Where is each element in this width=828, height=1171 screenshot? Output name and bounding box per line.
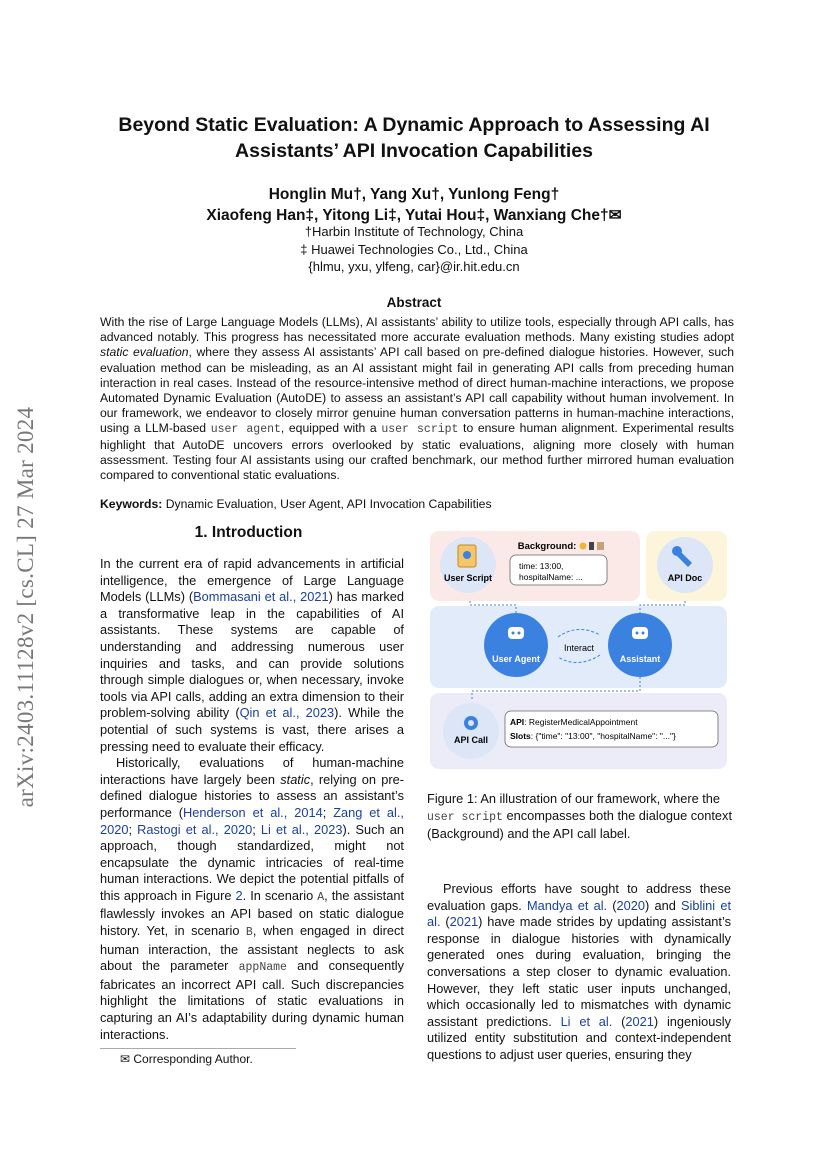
text: Previous efforts have sought to address these evaluation gaps. [427,881,731,913]
text: ). While the potential of such systems is vast, there arises a pressing need to evaluate their efficacy. [100,705,405,754]
abstract-text: With the rise of Large Language Models (LLMs), AI assistants’ ability to utilize tools, especially through API calls, has advanced notably. This progress has necessitated more accurate evaluation methods. Many existing studies adopt [100,315,734,345]
text: ) and [645,897,681,913]
assistant-label: Assistant [619,654,661,664]
interact-label: Interact [563,643,595,653]
text: ; [252,821,261,837]
code: user script [427,810,503,824]
assistant-circle [608,613,672,677]
figure-1 [430,531,727,769]
author-emails: {hlmu, yxu, ylfeng, car}@ir.hit.edu.cn [308,259,520,274]
text: . In scenario [242,887,318,903]
citation-link[interactable]: Li et al., 2023 [260,821,343,837]
citation-link[interactable]: Bommasani et al., 2021 [193,589,329,605]
emphasis: static [280,771,311,787]
abstract-emphasis: static evaluation [100,345,189,360]
gear-icon [464,716,478,730]
keywords-value: Dynamic Evaluation, User Agent, API Invocation Capabilities [165,497,492,511]
abstract-text: to ensure human alignment. Experimental results highlight that AutoDE uncovers errors overlooked by static evaluations, aligning more closely with human assessment. Testing four AI assistants using our crafted benchmark, our method further mirrored human evaluation compared to conventional static evaluations. [100,421,734,483]
title-line-1: Beyond Static Evaluation: A Dynamic Approach to Assessing AI [118,114,710,136]
text: , the assistant flawlessly invokes an API based on static dialogue history. Yet, in scenario [100,887,405,939]
citation-link[interactable]: Qin et al., 2023 [239,705,335,721]
text: ) have made strides by updating assistant’s response in dialogue histories with dynamically generated ones during evaluation, bringing the conversations a step closer to dynamic evaluation. However, they left static user inputs unchanged, which occasionally led to mismatches with dynamic assistant predictions. [427,914,731,1029]
text: Figure 1: An illustration of our framework, where the [427,791,721,806]
text: ). Such an approach, though standardized, might not encapsulate the dynamic intricacies of real-time human interactions. We depict the potential pitfalls of this approach in Figure [100,821,404,903]
slots-label: Slots [510,731,531,741]
text: ( [612,1013,626,1029]
intro-paragraph-1 [100,556,404,755]
citation-link[interactable]: Rastogi et al., 2020 [137,821,253,837]
text: encompasses both the dialogue context (Background) and the API call label. [427,807,732,842]
code: appName [238,961,287,975]
text: ; [322,804,334,820]
text: , relying on pre-defined dialogue histories to assess an assistant’s performance ( [100,771,405,820]
left-column [100,556,404,1043]
text: Historically, evaluations of human-machine interactions have largely been [100,755,404,787]
code: A [317,890,325,904]
authors-line-1: Honglin Mu†, Yang Xu†, Yunlong Feng† [268,186,560,203]
bubble-line-2: hospitalName: ... [519,572,583,582]
robot-icon [632,627,648,639]
keywords-label: Keywords: [100,497,163,511]
text: ( [607,897,617,913]
authors-line-2: Xiaofeng Han‡, Yitong Li‡, Yutai Hou‡, Wanxiang Che†✉ [206,207,622,224]
text: and consequently fabricates an incorrect API call. Such discrepancies highlight the limitations of static evaluations in capturing an AI’s adaptability during dynamic human interactions. [100,958,404,1042]
abstract-text: , equipped with a [280,421,382,436]
user-agent-label: User Agent [492,654,540,664]
title-line-2: Assistants’ API Invocation Capabilities [235,140,593,162]
citation-link[interactable]: 2021 [625,1013,654,1029]
affiliation-1: †Harbin Institute of Technology, China [304,224,524,239]
affiliations [90,223,738,276]
api-name-label: API [510,717,525,727]
paper-title [90,112,738,164]
citation-link[interactable]: 2021 [449,914,479,930]
user-agent-circle [484,613,548,677]
abstract-text: , where they assess AI assistants’ API call based on pre-defined dialogue histories. However, such evaluation method can be misleading, as an AI assistant might fail in generating API calls from preceding human interaction in real cases. Instead of the resource-intensive method of direct human-machine interactions, we propose Automated Dynamic Evaluation (AutoDE) to assess an assistant’s API call capability without human involvement. In our framework, we endeavor to closely mirror genuine human conversation patterns in human-machine interactions, using a LLM-based [100,345,734,436]
footnote-rule [100,1048,296,1049]
api-call-label: API Call [453,735,489,745]
background-label: Background: [517,541,577,552]
right-column [427,881,731,1064]
scroll-icon [458,545,476,567]
code: B [245,926,253,940]
abstract-heading: Abstract [386,295,442,310]
intro-paragraph-2 [100,755,404,1043]
text: In the current era of rapid advancements in artificial intelligence, the emergence of Large Language Models (LLMs) ( [100,556,404,605]
api-doc-circle [657,537,713,593]
figure-ref-link[interactable]: 2 [235,887,243,903]
api-name-value: : RegisterMedicalAppointment [524,717,638,727]
affiliation-2: ‡ Huawei Technologies Co., Ltd., China [300,241,528,257]
arxiv-stamp: arXiv:2403.11128v2 [cs.CL] 27 Mar 2024 [13,406,38,808]
abstract-code: user agent [210,423,281,437]
user-script-label: User Script [443,573,493,583]
api-call-circle [443,703,499,759]
figure-1-caption [427,791,733,843]
author-list [90,184,738,226]
citation-link[interactable]: Siblini et al. [427,897,731,930]
abstract-code: user script [381,423,459,437]
slots-value: : {"time": "13:00", "hospitalName": "..."} [530,731,676,741]
api-name-line [510,717,638,727]
text: ; [128,821,138,837]
robot-icon [508,627,524,639]
text: ( [440,914,450,930]
footnote: ✉ Corresponding Author. [120,1052,253,1066]
keywords [100,497,734,511]
citation-link[interactable]: Mandya et al. [527,897,608,913]
text: ) ingeniously utilized entity substitution and context-independent questions to adjust user queries, ensuring they [427,1013,731,1062]
citation-link[interactable]: 2020 [616,897,646,913]
slots-line [510,731,676,741]
section-heading-introduction: 1. Introduction [194,524,303,541]
text: , when engaged in direct human interaction, the assistant neglects to ask about the parameter [100,923,404,974]
citation-link[interactable]: Li et al. [560,1013,613,1029]
citation-link[interactable]: Henderson et al., 2014 [183,804,323,820]
citation-link[interactable]: Zang et al., 2020 [100,804,404,837]
text: ) has marked a transformative leap in the capabilities of AI assistants. These systems are capable of understanding and addressing numerous user inquiries and tasks, and can provide solutions through simple dialogues or, when necessary, invoke tools via API calls, adding an extra dimension to their problem-solving ability ( [100,589,404,721]
bubble-line-1: time: 13:00, [519,561,564,571]
right-paragraph [427,881,731,1064]
abstract-body [100,315,734,483]
api-doc-label: API Doc [667,573,703,583]
emoji-icons [580,542,605,550]
